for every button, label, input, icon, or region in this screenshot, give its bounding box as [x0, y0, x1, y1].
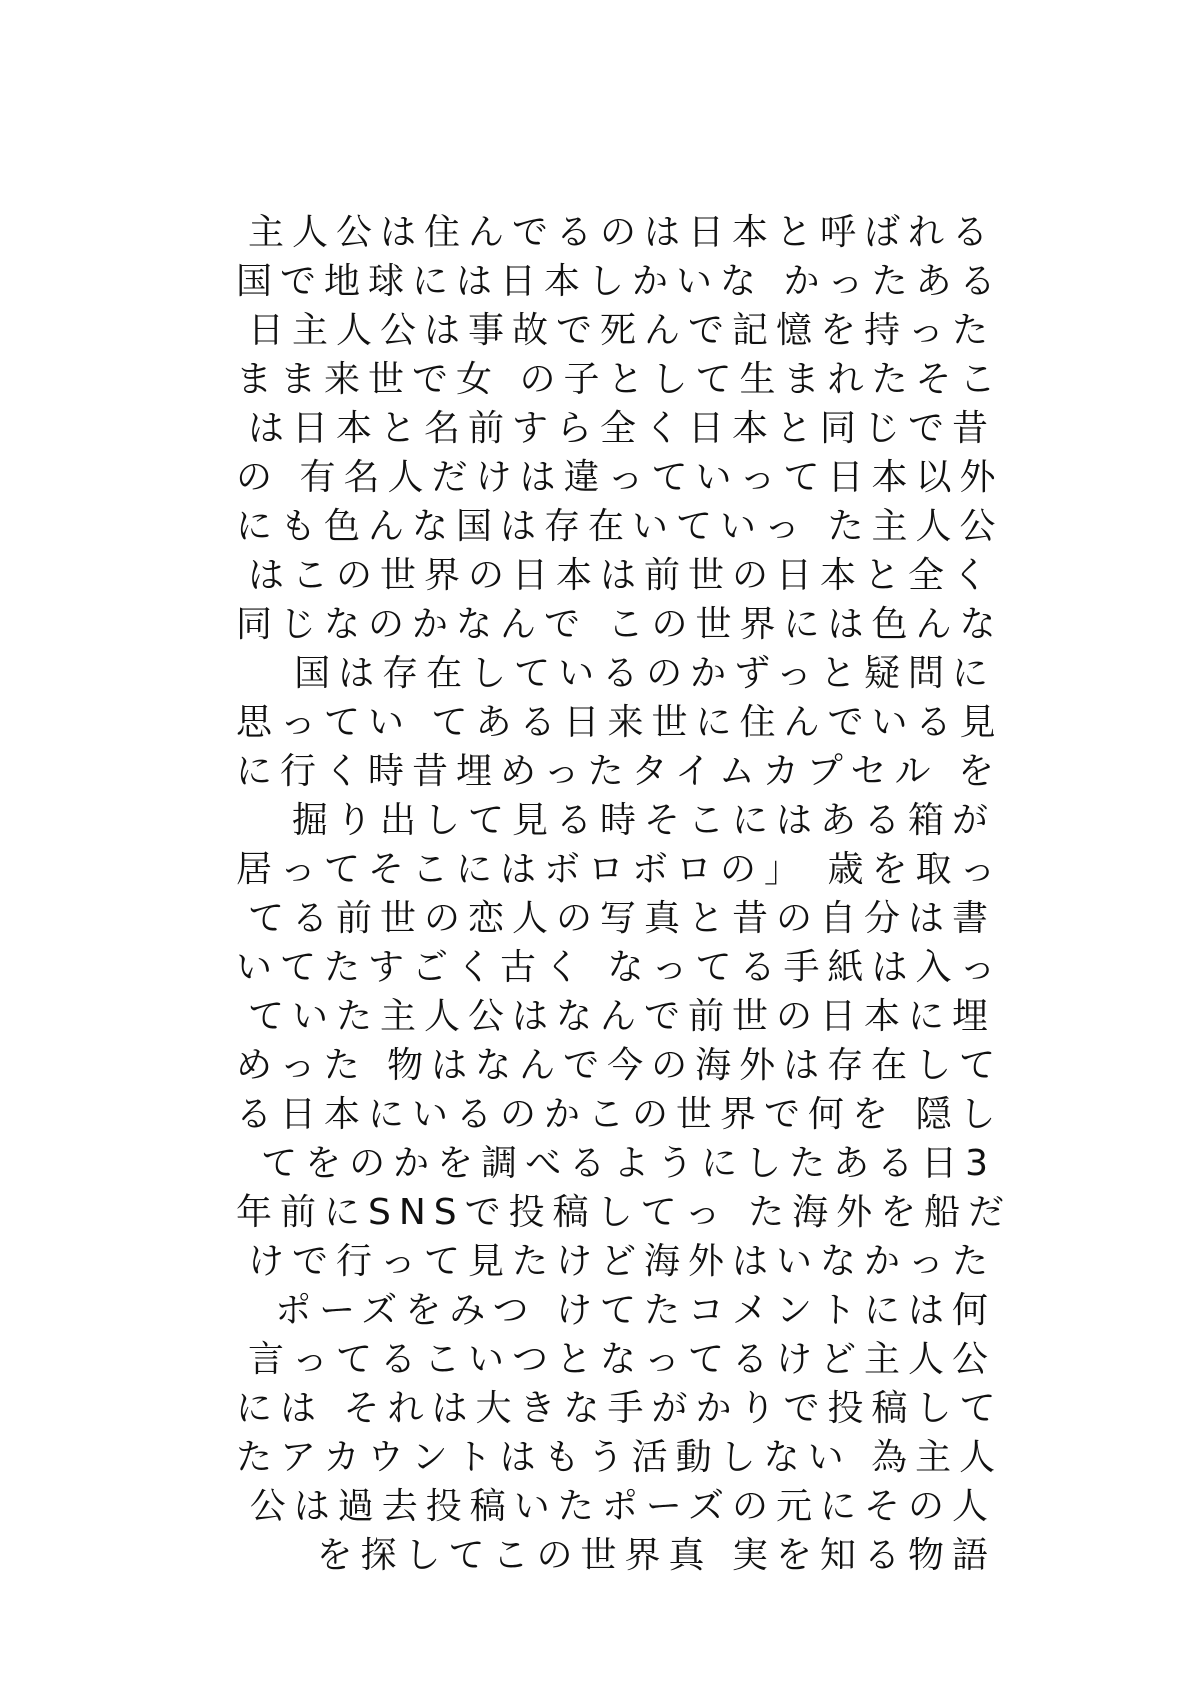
story-text-block	[236, 208, 1013, 1580]
text-line-14: 居ってそこにはボロボロの」 歳を取っ	[236, 849, 1004, 890]
text-line-19: る日本にいるのかこの世界で何を 隠し	[236, 1094, 1004, 1135]
text-line-26: たアカウントはもう活動しない 為主人	[236, 1437, 1004, 1478]
text-line-18: めった 物はなんで今の海外は存在して	[236, 1045, 1004, 1086]
text-line-27: 公は過去投稿いたポーズの元にその人	[249, 1486, 996, 1527]
text-line-12: に行く時昔埋めったタイムカプセル を	[236, 751, 1003, 792]
text-line-23: ポーズをみつ けてたコメントには何	[275, 1290, 996, 1331]
text-line-2: 国で地球には日本しかいな かったある	[236, 261, 1004, 302]
text-line-3: 日主人公は事故で死んで記憶を持った	[247, 310, 996, 351]
text-line-11: 思ってい てある日来世に住んでいる見	[236, 702, 1004, 743]
text-line-6: の 有名人だけは違っていって日本以外	[236, 457, 1004, 498]
text-line-24: 言ってるこいつとなってるけど主人公	[247, 1339, 996, 1380]
text-line-16: いてたすごく古く なってる手紙は入っ	[236, 947, 1004, 988]
text-line-20: てをのかを調べるようにしたある日3	[261, 1143, 996, 1184]
text-line-4: まま来世で女 の子として生まれたそこ	[236, 359, 1004, 400]
text-line-10: 国は存在しているのかずっと疑問に	[294, 653, 996, 694]
text-line-13: 掘り出して見る時そこにはある箱が	[291, 800, 996, 841]
text-line-17: ていた主人公はなんで前世の日本に埋	[247, 996, 996, 1037]
text-line-1: 主人公は住んでるのは日本と呼ばれる	[247, 212, 996, 253]
text-line-28: を探してこの世界真 実を知る物語	[316, 1535, 996, 1576]
text-line-21: 年前にSNSで投稿してっ た海外を船だ	[236, 1192, 1013, 1233]
text-line-7: にも色んな国は存在いていっ た主人公	[236, 506, 1004, 547]
text-line-8: はこの世界の日本は前世の日本と全く	[247, 555, 996, 596]
text-line-15: てる前世の恋人の写真と昔の自分は書	[247, 898, 996, 939]
text-line-22: けで行って見たけど海外はいなかった	[247, 1241, 996, 1282]
text-line-5: は日本と名前すら全く日本と同じで昔	[247, 408, 996, 449]
text-line-9: 同じなのかなんで この世界には色んな	[236, 604, 1004, 645]
text-line-25: には それは大きな手がかりで投稿して	[236, 1388, 1004, 1429]
